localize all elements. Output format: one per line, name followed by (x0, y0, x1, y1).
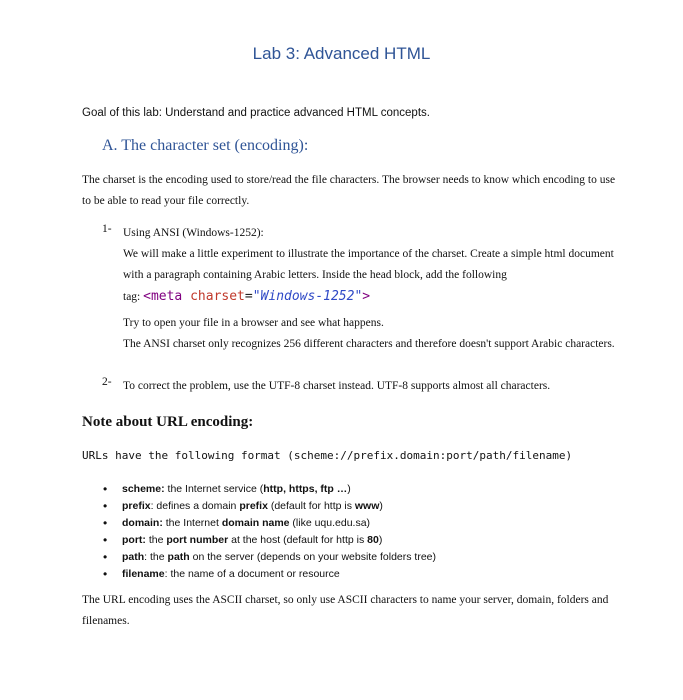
page-title: Lab 3: Advanced HTML (252, 44, 431, 63)
bullet-icon: • (103, 533, 108, 547)
bullet-label: port: (122, 534, 146, 546)
bullet-icon: • (103, 516, 108, 530)
bullet-label: filename (122, 568, 165, 580)
code-tag-close: > (362, 289, 371, 304)
bullet-icon: • (103, 499, 108, 513)
url-encoding-note: The URL encoding uses the ASCII charset, so only use ASCII characters to name your server, domain, folders and filenames. (82, 594, 609, 627)
section-a-heading: A. The character set (encoding): (102, 137, 309, 154)
bullet-label: prefix (122, 500, 151, 512)
bullet-icon: • (103, 550, 108, 564)
bullet-label: domain: (122, 517, 163, 529)
list-item-1-text: We will make a little experiment to illustrate the importance of the charset. Create a simple html document with a paragraph containing Arabic letters. Inside the head block, add the following (123, 248, 614, 281)
code-value: "Windows-1252" (252, 289, 363, 304)
bullet-label: scheme: (122, 483, 165, 495)
code-equals: = (244, 289, 253, 304)
bullet-icon: • (103, 482, 108, 496)
list-item: • path: the path on the server (depends on your website folders tree) (103, 550, 437, 564)
list-item-2-text: To correct the problem, use the UTF-8 charset instead. UTF-8 supports almost all characters. (123, 380, 551, 392)
meta-charset-code (143, 289, 370, 304)
url-parts-list (103, 481, 623, 583)
list-item-1-number: 1- (102, 223, 112, 235)
list-item: • filename: the name of a document or resource (103, 567, 340, 581)
code-tag-open: <meta (143, 289, 183, 304)
list-item: • port: the port number at the host (default for http is 80) (103, 533, 383, 547)
url-note-heading: Note about URL encoding: (82, 414, 254, 430)
list-item: • prefix: defines a domain prefix (default for http is www) (103, 499, 383, 513)
section-a-intro: The charset is the encoding used to store/read the file characters. The browser needs to know which encoding to use to be able to read your file correctly. (82, 174, 616, 207)
bullet-label: path (122, 551, 145, 563)
url-format: URLs have the following format (scheme://prefix.domain:port/path/filename) (82, 449, 573, 462)
list-item: • domain: the Internet domain name (like uqu.edu.sa) (103, 516, 371, 530)
list-item-1-ansi-note: The ANSI charset only recognizes 256 different characters and therefore doesn't support Arabic characters. (123, 338, 615, 350)
tag-label: tag: (123, 291, 141, 303)
list-item-1-try: Try to open your file in a browser and see what happens. (123, 317, 384, 329)
code-line (123, 286, 623, 308)
list-item-2-number: 2- (102, 376, 112, 388)
code-attribute: charset (190, 289, 245, 304)
list-item-1-title: Using ANSI (Windows-1252): (123, 227, 264, 239)
bullet-icon: • (103, 567, 108, 581)
list-item: • scheme: the Internet service (http, https, ftp …) (103, 482, 351, 496)
lab-goal: Goal of this lab: Understand and practice advanced HTML concepts. (82, 107, 430, 119)
